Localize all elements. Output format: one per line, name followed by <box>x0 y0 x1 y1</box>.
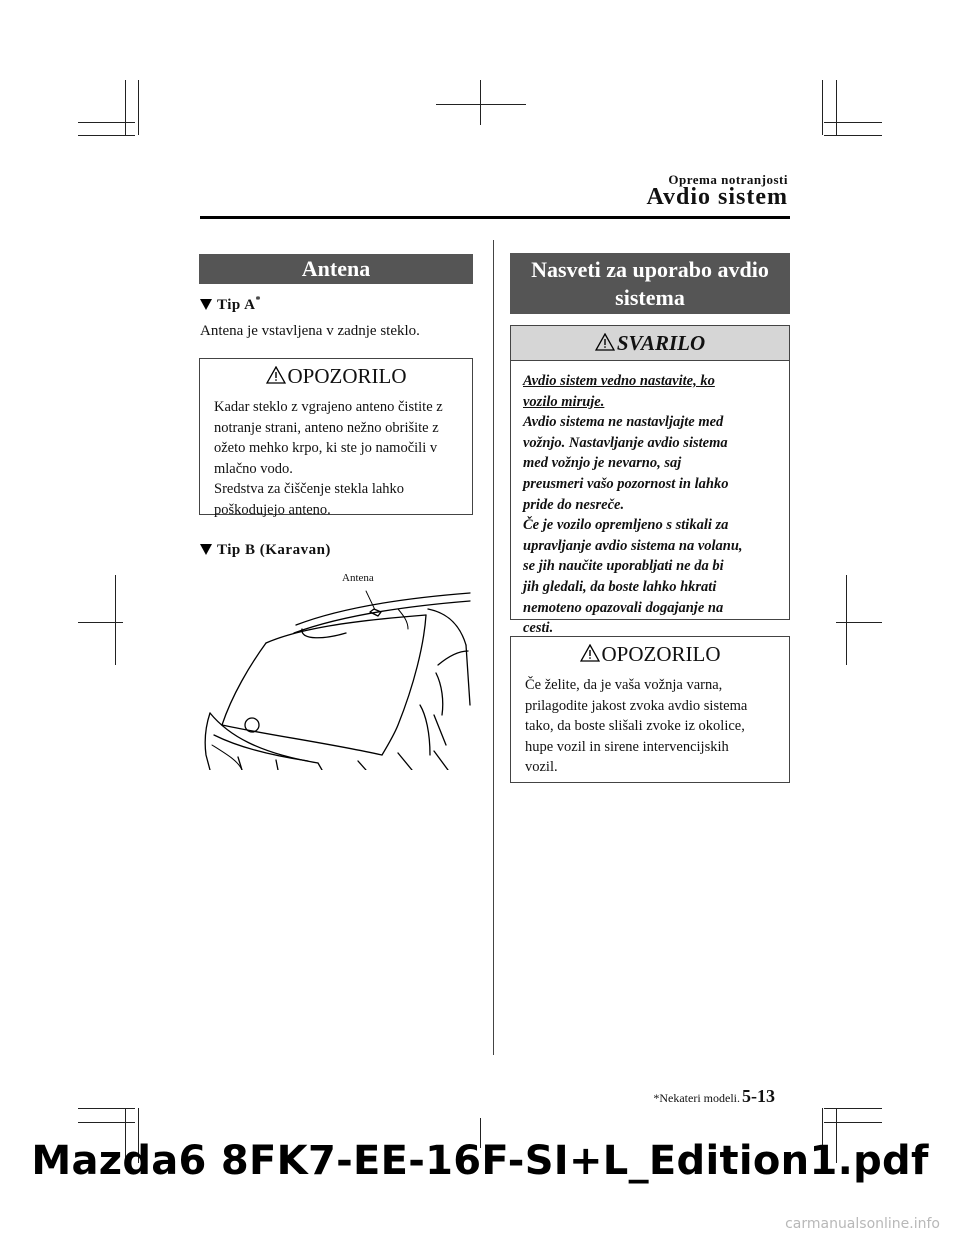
warning-triangle-icon <box>595 333 615 351</box>
footnote-marker: * <box>255 295 261 306</box>
page-number: 5-13 <box>742 1086 775 1106</box>
footer-filename: Mazda6 8FK7-EE-16F-SI+L_Edition1.pdf <box>31 1138 929 1184</box>
footnote: *Nekateri modeli. <box>653 1091 740 1105</box>
caution-body: Avdio sistem vedno nastavite, ko vozilo miruje. Avdio sistema ne nastavljajte med vožnjo. Nastavljanje avdio sistema med vožnjo je nevarno, saj preusmeri vašo pozornost in lahko pride do nesreče. Če je vozilo opremljeno s stikali za upravljanje avdio sistema na volanu, se jih naučite uporabljati ne da bi jih gledali, da boste lahko hkrati nemoteno opazovali dogajanje na cesti. <box>523 373 743 637</box>
subheading-tip-b: Tip B (Karavan) <box>200 542 331 559</box>
page-title: Avdio sistem <box>646 184 788 210</box>
warning-body: Kadar steklo z vgrajeno anteno čistite z notranje strani, anteno nežno obrišite z ožeto mehko krpo, ki ste jo namočili v mlačno vodo. Sredstva za čiščenje stekla lahko poškodujejo anteno. <box>214 399 443 518</box>
warning-heading: OPOZORILO <box>511 637 789 667</box>
column-divider <box>493 240 494 1055</box>
warning-triangle-icon <box>266 366 286 384</box>
section-banner-antena: Antena <box>199 254 473 284</box>
warning-heading: OPOZORILO <box>200 359 472 389</box>
subheading-tip-a <box>200 295 261 314</box>
section-label: Oprema notranjosti <box>668 172 788 187</box>
antena-intro: Antena je vstavljena v zadnje steklo. <box>200 323 420 339</box>
triangle-bullet-icon <box>200 544 212 555</box>
warning-box-nasveti <box>510 636 790 783</box>
header-rule <box>200 216 790 219</box>
triangle-bullet-icon <box>200 299 212 310</box>
watermark: carmanualsonline.info <box>785 1216 940 1232</box>
rear-window-antenna-illustration <box>198 585 474 770</box>
warning-triangle-icon <box>580 644 600 662</box>
section-banner-nasveti: Nasveti za uporabo avdio sistema <box>510 253 790 314</box>
caution-box-svarilo <box>510 325 790 637</box>
warning-body: Če želite, da je vaša vožnja varna, prilagodite jakost zvoka avdio sistema tako, da boste slišali zvoke iz okolice, hupe vozil in sirene intervencijskih vozil. <box>525 677 748 776</box>
caution-heading: SVARILO <box>511 326 789 361</box>
tip-a-label: Tip A <box>217 297 256 313</box>
figure-label-antena: Antena <box>342 572 374 584</box>
warning-box-antena <box>199 358 473 518</box>
